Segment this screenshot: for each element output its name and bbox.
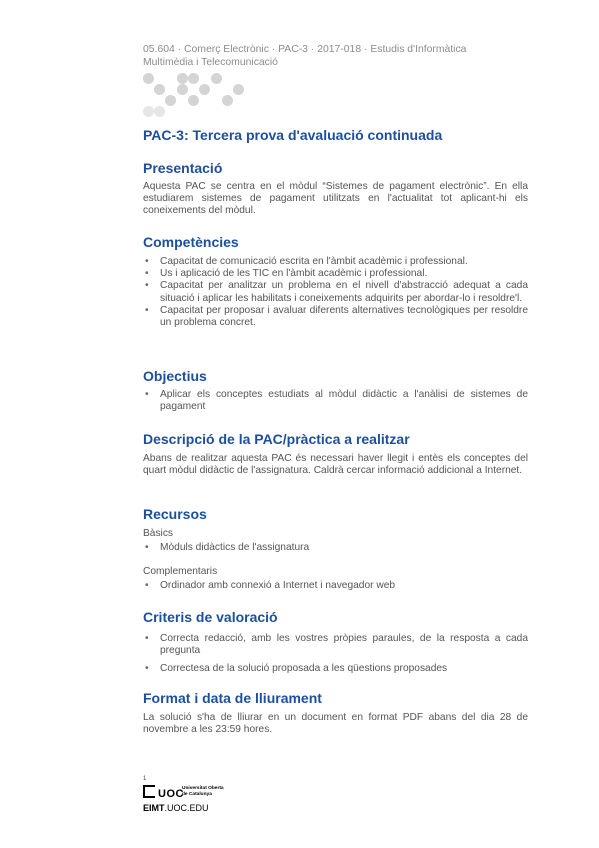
logo-dot xyxy=(233,84,244,95)
header-line-1: 05.604 · Comerç Electrònic · PAC-3 · 2017-018 · Estudis d'Informàtica xyxy=(143,44,467,55)
heading-descripcio: Descripció de la PAC/pràctica a realitzar xyxy=(143,431,410,447)
logo-dot xyxy=(143,106,154,117)
list-item: • Ordinador amb connexió a Internet i navegador web xyxy=(143,580,528,592)
uoc-dots-logo xyxy=(143,73,263,117)
logo-dot xyxy=(177,73,188,84)
logo-dot xyxy=(154,106,165,117)
university-name xyxy=(182,786,224,797)
eimt-bold: EIMT xyxy=(143,803,165,813)
logo-dot xyxy=(211,73,222,84)
heading-criteris: Criteris de valoració xyxy=(143,609,278,625)
header-line-2: Multimèdia i Telecomunicació xyxy=(143,57,278,68)
list-item: • Correcta redacció, amb les vostres pròpies paraules, de la resposta a cada pregunta xyxy=(143,633,528,657)
objectius-list xyxy=(143,389,528,413)
format-text: La solució s'ha de lliurar en un document en format PDF abans del dia 28 de novembre a les 23:59 hores. xyxy=(143,712,528,736)
recursos-basics-list xyxy=(143,542,528,554)
list-item: • Capacitat de comunicació escrita en l'àmbit acadèmic i professional. xyxy=(143,256,528,268)
logo-dot xyxy=(199,84,210,95)
heading-format: Format i data de lliurament xyxy=(143,690,322,706)
eimt-link[interactable] xyxy=(143,803,209,813)
uoc-logo xyxy=(143,785,184,800)
heading-objectius: Objectius xyxy=(143,368,207,384)
presentacio-text: Aquesta PAC se centra en el mòdul “Sistemes de pagament electrònic”. En ella estudiarem sistemes de pagament utilitzats en l'actualitat tot aplicant-hi els coneixements del mòdul. xyxy=(143,181,528,217)
heading-recursos: Recursos xyxy=(143,506,207,522)
list-item: • Capacitat per proposar i avaluar diferents alternatives tecnològiques per resoldre un problema concret. xyxy=(143,305,528,329)
page-number: 1 xyxy=(143,776,147,782)
logo-dot xyxy=(143,73,154,84)
document-title: PAC-3: Tercera prova d'avaluació continuada xyxy=(143,127,443,143)
list-item: • Correctesa de la solució proposada a les qüestions proposades xyxy=(143,663,528,675)
uoc-logo-icon xyxy=(143,785,155,798)
heading-competencies: Competències xyxy=(143,234,239,250)
recursos-complementaris-label: Complementaris xyxy=(143,566,218,577)
recursos-complementaris-list xyxy=(143,580,528,592)
uoc-logo-text: UOC xyxy=(158,788,184,800)
university-line-1: Universitat Oberta xyxy=(182,786,224,791)
recursos-basics-label: Bàsics xyxy=(143,528,174,539)
logo-dot xyxy=(222,95,233,106)
list-item: • Mòduls didàctics de l'assignatura xyxy=(143,542,528,554)
criteris-list xyxy=(143,633,528,676)
list-item: • Us i aplicació de les TIC en l'àmbit acadèmic i professional. xyxy=(143,268,528,280)
logo-dot xyxy=(154,84,165,95)
competencies-list xyxy=(143,256,528,329)
document-header xyxy=(143,43,528,69)
university-line-2: de Catalunya xyxy=(182,791,212,797)
logo-dot xyxy=(188,95,199,106)
list-item: • Capacitat per analitzar un problema en el nivell d'abstracció adequat a cada situació i aplicar les habilitats i coneixements adquirits per abordar-lo i resoldre'l. xyxy=(143,280,528,304)
descripcio-text: Abans de realitzar aquesta PAC és necessari haver llegit i entès els conceptes del quart mòdul didàctic de l'assignatura. Caldrà cercar informació addicional a Internet. xyxy=(143,453,528,477)
heading-presentacio: Presentació xyxy=(143,160,223,176)
logo-dot xyxy=(188,73,199,84)
logo-dot xyxy=(165,95,176,106)
list-item: • Aplicar els conceptes estudiats al mòdul didàctic a l'anàlisi de sistemes de pagament xyxy=(143,389,528,413)
eimt-domain: .UOC.EDU xyxy=(164,803,209,813)
logo-dot xyxy=(177,84,188,95)
